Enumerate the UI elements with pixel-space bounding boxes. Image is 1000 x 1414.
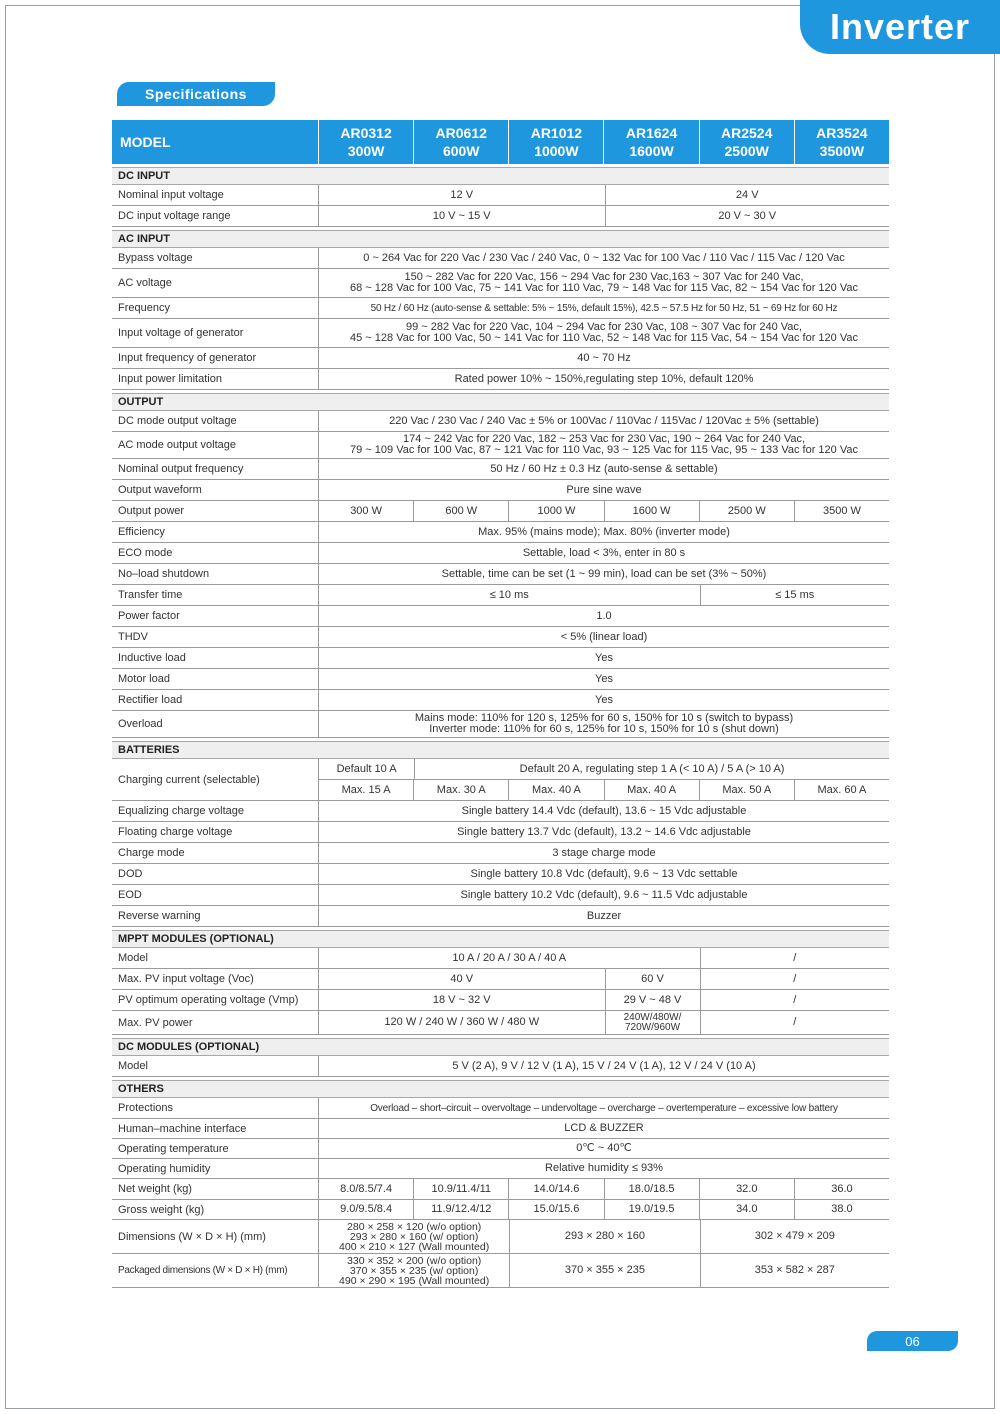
value-cell: 3 stage charge mode — [552, 846, 656, 859]
row-label: Input power limitation — [118, 373, 222, 385]
model-col — [794, 120, 889, 164]
value-cell: 50 Hz / 60 Hz ± 0.3 Hz (auto-sense & settable) — [490, 462, 718, 475]
value-cell: Single battery 14.4 Vdc (default), 13.6 ~ 15 Vdc adjustable — [461, 804, 747, 817]
table-header — [112, 120, 889, 164]
value-line: Inverter mode: 110% for 60 s, 125% for 10 s, 150% for 10 s (shut down) — [429, 723, 779, 735]
table-row — [112, 990, 889, 1011]
row-label: AC mode output voltage — [118, 439, 237, 451]
value-cell: 12 V — [450, 188, 474, 201]
value-cell: 370 × 355 × 235 — [509, 1254, 699, 1287]
value-line: 79 ~ 109 Vac for 100 Vac, 87 ~ 121 Vac for 110 Vac, 93 ~ 125 Vac for 115 Vac, 95 ~ 133 Vac for 120 Vac — [350, 444, 858, 456]
row-label: Reverse warning — [118, 910, 201, 922]
table-row — [112, 411, 889, 432]
value-line: 99 ~ 282 Vac for 220 Vac, 104 ~ 294 Vac for 230 Vac, 108 ~ 307 Vac for 240 Vac, — [406, 321, 802, 333]
value-cell: Yes — [595, 672, 613, 685]
model-name: AR1624 — [625, 125, 678, 141]
value-cell: 20 V ~ 30 V — [605, 206, 890, 226]
table-row — [112, 843, 889, 864]
row-label: Gross weight (kg) — [118, 1203, 205, 1216]
value-cell: 11.9/12.4/12 — [413, 1200, 508, 1219]
row-label: Human–machine interface — [118, 1122, 247, 1135]
table-row — [112, 669, 889, 690]
value-cell: 40 ~ 70 Hz — [577, 351, 631, 364]
value-cell: 9.0/9.5/8.4 — [340, 1203, 393, 1215]
section-others: OTHERS — [112, 1080, 889, 1098]
section-dc-modules: DC MODULES (OPTIONAL) — [112, 1038, 889, 1056]
value-cell: Single battery 10.8 Vdc (default), 9.6 ~ 13 Vdc settable — [470, 867, 738, 880]
value-cell — [319, 1254, 509, 1287]
value-cell: 0 ~ 264 Vac for 220 Vac / 230 Vac / 240 Vac, 0 ~ 132 Vac for 100 Vac / 110 Vac / 115 Vac / 120 Vac — [363, 251, 845, 264]
row-label: DC input voltage range — [118, 210, 231, 222]
specifications-label: Specifications — [117, 82, 275, 106]
value-cell: 38.0 — [794, 1200, 889, 1219]
row-label: Operating humidity — [118, 1162, 211, 1175]
table-row — [112, 648, 889, 669]
row-label: Output power — [118, 505, 185, 517]
page-title: Inverter — [800, 0, 1000, 54]
value-cell: LCD & BUZZER — [564, 1122, 644, 1134]
table-row — [112, 522, 889, 543]
row-label: EOD — [118, 889, 142, 901]
value-line: 280 × 258 × 120 (w/o option) — [347, 1220, 482, 1233]
value-line: 720W/960W — [624, 1021, 681, 1033]
table-row — [112, 969, 889, 990]
row-label: Dimensions (W × D × H) (mm) — [118, 1230, 266, 1243]
value-cell: Buzzer — [586, 909, 622, 922]
row-label: Protections — [118, 1102, 174, 1114]
row-label: Nominal input voltage — [118, 189, 224, 201]
value-cell: 3500 W — [794, 501, 889, 521]
model-name: AR1012 — [530, 125, 583, 141]
value-cell: Single battery 10.2 Vdc (default), 9.6 ~ 11.5 Vdc adjustable — [460, 888, 748, 901]
value-line: 150 ~ 282 Vac for 220 Vac, 156 ~ 294 Vac for 230 Vac,163 ~ 307 Vac for 240 Vac, — [404, 271, 804, 283]
row-label: Input frequency of generator — [118, 352, 257, 364]
section-mppt: MPPT MODULES (OPTIONAL) — [112, 930, 889, 948]
table-row — [112, 319, 889, 348]
page-number: 06 — [867, 1331, 958, 1351]
row-label: Model — [118, 1060, 148, 1072]
value-cell: 8.0/8.5/7.4 — [340, 1182, 393, 1195]
value-cell: 32.0 — [699, 1179, 794, 1199]
value-cell: 10 V ~ 15 V — [432, 209, 491, 222]
table-row — [112, 1159, 889, 1179]
value-line: 68 ~ 128 Vac for 100 Vac, 75 ~ 141 Vac for 110 Vac, 79 ~ 148 Vac for 115 Vac, 82 ~ 154 Vac for 120 Vac — [350, 282, 858, 294]
value-cell: / — [700, 990, 890, 1010]
value-cell — [319, 269, 889, 297]
row-label: Max. PV input voltage (Voc) — [118, 973, 254, 985]
row-label: Packaged dimensions (W × D × H) (mm) — [118, 1265, 288, 1276]
table-row — [112, 606, 889, 627]
table-row — [112, 1098, 889, 1119]
value-cell: Yes — [595, 651, 613, 664]
value-line: 370 × 355 × 235 (w/ option) — [349, 1264, 479, 1277]
row-label: Transfer time — [118, 589, 183, 601]
row-label: Operating temperature — [118, 1142, 229, 1155]
row-label: Input voltage of generator — [118, 327, 244, 339]
table-row — [112, 543, 889, 564]
value-cell: 29 V ~ 48 V — [605, 990, 700, 1010]
value-line: 330 × 352 × 200 (w/o option) — [347, 1254, 482, 1267]
value-line: 240W/480W/ — [623, 1011, 682, 1023]
row-label: THDV — [118, 631, 148, 643]
value-cell: 1.0 — [596, 609, 612, 622]
model-power: 3500W — [819, 143, 865, 159]
value-cell — [319, 319, 889, 347]
model-col — [318, 120, 413, 164]
table-row — [112, 459, 889, 480]
value-line: 45 ~ 128 Vac for 100 Vac, 50 ~ 141 Vac for 110 Vac, 52 ~ 148 Vac for 115 Vac, 54 ~ 154 Vac for 120 Vac — [350, 332, 858, 344]
table-row — [112, 1056, 889, 1077]
value-cell: Single battery 13.7 Vdc (default), 13.2 ~ 14.6 Vdc adjustable — [457, 825, 751, 838]
value-cell: 50 Hz / 60 Hz (auto-sense & settable: 5% ~ 15%, default 15%), 42.5 ~ 57.5 Hz for 50 Hz, 51 ~ 69 Hz for 60 Hz — [370, 302, 838, 314]
table-row — [112, 248, 889, 269]
value-cell: 18 V ~ 32 V — [432, 993, 491, 1006]
value-cell: Max. 60 A — [794, 780, 889, 800]
value-line: 174 ~ 242 Vac for 220 Vac, 182 ~ 253 Vac for 230 Vac, 190 ~ 264 Vac for 240 Vac, — [402, 433, 806, 445]
table-row — [112, 1139, 889, 1159]
row-label: Model — [118, 952, 148, 964]
value-cell: 1600 W — [604, 501, 699, 521]
model-name: AR3524 — [816, 125, 868, 141]
row-label: Net weight (kg) — [118, 1183, 192, 1195]
value-cell: 24 V — [605, 185, 890, 205]
value-cell: 60 V — [605, 969, 700, 989]
spec-table — [112, 120, 889, 1288]
value-line: 490 × 290 × 195 (Wall mounted) — [339, 1274, 490, 1287]
value-cell: / — [700, 969, 890, 989]
row-label: Power factor — [118, 610, 180, 622]
table-row — [112, 206, 889, 227]
value-cell: Settable, load < 3%, enter in 80 s — [522, 546, 686, 559]
table-row — [112, 690, 889, 711]
row-label: AC voltage — [118, 277, 172, 289]
value-cell: Max. 15 A — [341, 783, 391, 796]
section-ac-input: AC INPUT — [112, 230, 889, 248]
table-row — [112, 369, 889, 390]
section-batteries: BATTERIES — [112, 741, 889, 759]
row-label: DC mode output voltage — [118, 415, 237, 427]
value-cell: 293 × 280 × 160 — [509, 1220, 699, 1253]
row-label: Frequency — [118, 302, 170, 314]
value-cell: 2500 W — [699, 501, 794, 521]
value-cell: / — [700, 948, 890, 968]
table-row — [112, 564, 889, 585]
table-row — [112, 185, 889, 206]
model-name: AR0312 — [340, 125, 392, 141]
table-row — [112, 348, 889, 369]
row-label: Equalizing charge voltage — [118, 805, 244, 817]
value-cell: 15.0/15.6 — [508, 1200, 603, 1219]
table-row — [112, 759, 889, 801]
table-row — [112, 1119, 889, 1139]
model-col — [603, 120, 698, 164]
value-cell: ≤ 15 ms — [700, 585, 890, 605]
value-cell: Max. 40 A — [604, 780, 699, 800]
model-name: AR2524 — [721, 125, 773, 141]
row-label: Inductive load — [118, 652, 186, 664]
value-cell: Relative humidity ≤ 93% — [545, 1162, 663, 1174]
value-cell: 18.0/18.5 — [604, 1179, 699, 1199]
value-cell: 220 Vac / 230 Vac / 240 Vac ± 5% or 100Vac / 110Vac / 115Vac / 120Vac ± 5% (settable) — [389, 414, 819, 427]
value-cell: 19.0/19.5 — [604, 1200, 699, 1219]
table-row — [112, 1179, 889, 1200]
row-label: Rectifier load — [118, 694, 183, 706]
table-row — [112, 864, 889, 885]
value-cell: Max. 40 A — [508, 780, 603, 800]
value-cell: Settable, time can be set (1 ~ 99 min), load can be set (3% ~ 50%) — [441, 567, 767, 580]
value-cell: 36.0 — [794, 1179, 889, 1199]
value-cell: 10.9/11.4/11 — [413, 1179, 508, 1199]
model-name: AR0612 — [435, 125, 487, 141]
table-row — [112, 298, 889, 319]
row-label: No–load shutdown — [118, 568, 210, 580]
value-cell: 1000 W — [508, 501, 603, 521]
model-col — [413, 120, 508, 164]
value-cell: Pure sine wave — [566, 483, 642, 496]
value-cell — [319, 711, 889, 737]
value-line: 293 × 280 × 160 (w/ option) — [349, 1230, 479, 1243]
row-label: Floating charge voltage — [118, 826, 233, 838]
row-label: Motor load — [118, 673, 170, 685]
row-label: ECO mode — [118, 547, 173, 559]
section-output: OUTPUT — [112, 393, 889, 411]
value-cell: 5 V (2 A), 9 V / 12 V (1 A), 15 V / 24 V (1 A), 12 V / 24 V (10 A) — [452, 1059, 756, 1072]
table-row — [112, 906, 889, 927]
value-cell: 353 × 582 × 287 — [700, 1254, 889, 1287]
row-label: PV optimum operating voltage (Vmp) — [118, 994, 299, 1006]
model-power: 1600W — [629, 143, 674, 159]
row-label: Bypass voltage — [118, 252, 193, 264]
table-row — [112, 948, 889, 969]
value-cell: 10 A / 20 A / 30 A / 40 A — [452, 951, 567, 964]
table-row — [112, 711, 889, 738]
table-row — [112, 822, 889, 843]
value-cell: 14.0/14.6 — [508, 1179, 603, 1199]
table-row — [112, 480, 889, 501]
value-cell: Max. 30 A — [413, 780, 508, 800]
value-cell: 40 V — [450, 972, 474, 985]
value-cell: 0℃ ~ 40℃ — [576, 1142, 632, 1154]
model-power: 1000W — [534, 143, 579, 159]
row-label: Output waveform — [118, 484, 202, 496]
value-cell: Overload – short–circuit – overvoltage – undervoltage – overcharge – overtemperature – excessive low battery — [370, 1102, 838, 1114]
row-label: Nominal output frequency — [118, 463, 244, 475]
table-row — [112, 501, 889, 522]
table-row — [112, 1011, 889, 1035]
value-cell: 120 W / 240 W / 360 W / 480 W — [384, 1016, 540, 1028]
value-cell: Yes — [595, 693, 613, 706]
section-dc-input: DC INPUT — [112, 167, 889, 185]
value-line: 400 × 210 × 127 (Wall mounted) — [339, 1240, 490, 1253]
table-row — [112, 1220, 889, 1254]
model-col — [699, 120, 794, 164]
table-row — [112, 1254, 889, 1288]
value-cell: Max. 50 A — [699, 780, 794, 800]
value-cell: 34.0 — [699, 1200, 794, 1219]
value-cell: 302 × 479 × 209 — [700, 1220, 889, 1253]
value-cell: ≤ 10 ms — [489, 588, 529, 601]
value-cell: Default 20 A, regulating step 1 A (< 10 A) / 5 A (> 10 A) — [414, 759, 889, 779]
model-power: 600W — [442, 143, 480, 159]
value-cell: Rated power 10% ~ 150%,regulating step 10%, default 120% — [454, 372, 754, 385]
table-row — [112, 627, 889, 648]
value-cell: / — [700, 1011, 890, 1034]
value-cell: 300 W — [350, 504, 382, 517]
model-power: 300W — [347, 143, 385, 159]
value-cell: 600 W — [413, 501, 508, 521]
value-cell: < 5% (linear load) — [560, 630, 648, 643]
table-row — [112, 885, 889, 906]
row-label: DOD — [118, 868, 143, 880]
row-label: Charge mode — [118, 847, 185, 859]
value-cell: Max. 95% (mains mode); Max. 80% (inverter mode) — [478, 525, 730, 538]
row-label: Efficiency — [118, 526, 165, 538]
model-power: 2500W — [724, 143, 769, 159]
table-row — [112, 1200, 889, 1220]
value-cell: Default 10 A — [336, 762, 397, 775]
row-label: Overload — [118, 718, 163, 730]
table-row — [112, 801, 889, 822]
row-label: Max. PV power — [118, 1016, 193, 1029]
value-cell — [319, 1220, 509, 1253]
value-cell — [605, 1011, 700, 1034]
table-row — [112, 432, 889, 459]
table-row — [112, 269, 889, 298]
model-col — [508, 120, 603, 164]
value-line: Mains mode: 110% for 120 s, 125% for 60 s, 150% for 10 s (switch to bypass) — [414, 712, 794, 724]
row-label: Charging current (selectable) — [118, 773, 260, 786]
value-cell — [319, 432, 889, 458]
table-row — [112, 585, 889, 606]
model-label: MODEL — [120, 134, 171, 150]
